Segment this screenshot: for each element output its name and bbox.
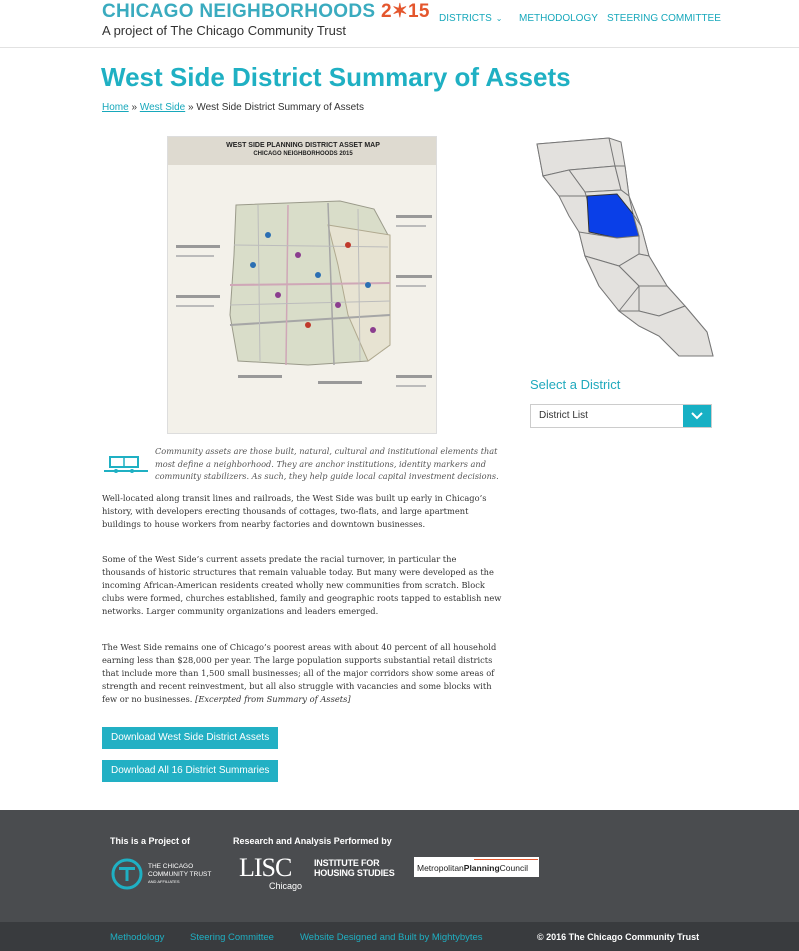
asset-map-graphic (168, 165, 437, 434)
select-district-label: Select a District (530, 377, 621, 392)
breadcrumb-separator: » (185, 102, 197, 113)
trust-logo-line3: AND AFFILIATES (148, 879, 180, 884)
chicago-district-map[interactable] (529, 136, 715, 358)
mpc-logo-text-b: Planning (463, 863, 500, 873)
asset-map-subtitle: CHICAGO NEIGHBORHOODS 2015 (253, 151, 353, 157)
chevron-down-icon: ⌄ (495, 14, 503, 23)
brand-title: CHICAGO NEIGHBORHOODS (102, 1, 381, 22)
paragraph-economy (102, 641, 502, 706)
paragraph-assets: Some of the West Side’s current assets predate the racial turnover, in particular the thousands of historic structures that remain valuable today. But many were developed as the incoming African-American residents created wholly new communities from scratch. Block clubs were formed, churches established, family and geographic roots tapped to establish new networks. Larger community organizations and leaders emerged. (102, 554, 502, 616)
district-select[interactable] (530, 404, 712, 428)
footer-link-methodology[interactable]: Methodology (110, 932, 165, 943)
lisc-logo-text: LISC (239, 853, 292, 882)
lisc-logo-sub: Chicago (269, 881, 303, 891)
institute-housing-studies-logo[interactable] (314, 858, 395, 878)
breadcrumb (102, 102, 364, 113)
trust-logo-line1: THE CHICAGO (148, 863, 194, 870)
lisc-chicago-logo[interactable] (239, 853, 305, 895)
breadcrumb-separator: » (128, 102, 140, 113)
district-far-south[interactable] (619, 306, 713, 356)
district-select-toggle[interactable] (683, 405, 711, 427)
nav-methodology[interactable]: METHODOLOGY (519, 13, 598, 24)
chicago-community-trust-logo[interactable] (110, 857, 230, 891)
mpc-logo-text-c: Council (499, 863, 529, 873)
breadcrumb-home[interactable]: Home (102, 102, 129, 113)
site-header (0, 0, 799, 48)
district-select-value: District List (539, 410, 588, 421)
ihs-logo-line2: HOUSING STUDIES (314, 868, 395, 878)
nav-steering-committee[interactable]: STEERING COMMITTEE (607, 13, 721, 24)
nav-districts-label: DISTRICTS (439, 13, 492, 24)
streetscape-icon (102, 451, 150, 475)
asset-map-image[interactable] (167, 136, 437, 434)
footer-copyright: © 2016 The Chicago Community Trust (537, 932, 700, 942)
page-title: West Side District Summary of Assets (101, 62, 571, 92)
brand-logo[interactable] (102, 0, 430, 23)
footer-link-mightybytes[interactable]: Website Designed and Built by Mightybytes (300, 932, 483, 943)
breadcrumb-current: West Side District Summary of Assets (196, 102, 364, 113)
community-assets-callout: Community assets are those built, natural, cultural and institutional elements that most define a neighborhood. They are anchor institutions, identity markers and community stabilizers. As such, they help guide local capital investment decisions. (155, 446, 499, 481)
breadcrumb-west-side[interactable]: West Side (139, 102, 186, 113)
asset-map-title: WEST SIDE PLANNING DISTRICT ASSET MAP (226, 142, 380, 149)
mpc-logo-line (474, 859, 538, 860)
trust-logo-text (148, 863, 211, 886)
chevron-down-icon (683, 405, 711, 427)
brand-year: 2✶15 (380, 1, 430, 22)
mpc-logo-text-a: Metropolitan (417, 863, 464, 873)
ihs-logo-line1: INSTITUTE FOR (314, 858, 380, 868)
trust-t-icon (110, 857, 144, 891)
download-all-summaries-button[interactable]: Download All 16 District Summaries (102, 760, 278, 782)
trust-logo-line2: COMMUNITY TRUST (148, 870, 212, 878)
asset-map-header (168, 137, 437, 165)
footer-research-heading: Research and Analysis Performed by (233, 836, 392, 846)
brand-subtitle: A project of The Chicago Community Trust (102, 23, 346, 38)
excerpt-note: [Excerpted from Summary of Assets] (195, 694, 351, 704)
paragraph-economy-text: The West Side remains one of Chicago’s poorest areas with about 40 percent of all household earning less than $28,000 per year. The large population supports substantial retail districts that include more than 1,500 small businesses; all of the major corridors show some areas of strength and recent reinvestment, but all also struggle with vacancies and some blocks with few or no businesses. (102, 642, 497, 704)
metropolitan-planning-council-logo[interactable] (414, 857, 539, 877)
nav-districts[interactable] (439, 13, 502, 24)
paragraph-history: Well-located along transit lines and railroads, the West Side was built up early in Chicago’s history, with developers erecting thousands of cottages, two-flats, and large apartment buildings to house workers from nearby factories and downtown businesses. (102, 493, 487, 529)
footer-project-heading: This is a Project of (110, 836, 191, 846)
footer-link-steering-committee[interactable]: Steering Committee (190, 932, 274, 943)
download-district-assets-button[interactable]: Download West Side District Assets (102, 727, 278, 749)
footer-bottom-bar (0, 922, 799, 951)
